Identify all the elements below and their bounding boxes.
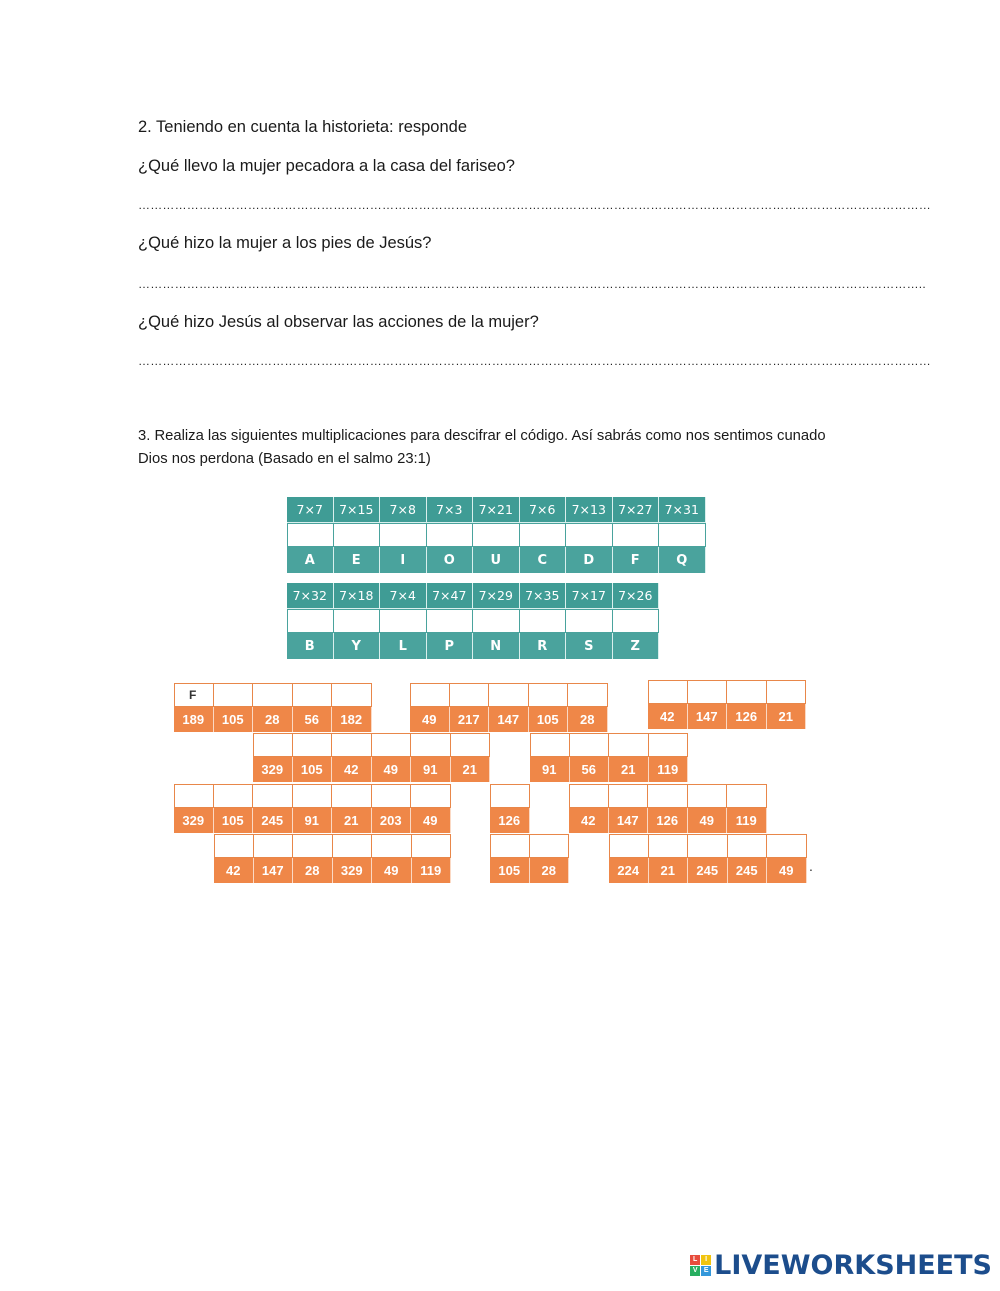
- code-letter-slot: [293, 733, 333, 782]
- code-number: 28: [253, 707, 293, 732]
- letter-answer-box[interactable]: [332, 784, 372, 808]
- code-answer-box[interactable]: [520, 523, 567, 547]
- question-2: ¿Qué hizo la mujer a los pies de Jesús?: [138, 234, 432, 252]
- letter-answer-box[interactable]: [489, 683, 529, 707]
- code-letter-slot: [490, 834, 530, 883]
- code-letter-slot: [648, 784, 688, 833]
- letter-answer-box[interactable]: [648, 784, 688, 808]
- code-number: 329: [333, 858, 373, 883]
- code-letter-slot: [727, 784, 767, 833]
- code-word: [648, 680, 806, 729]
- code-letter-slot: [411, 784, 451, 833]
- brand-name: LIVEWORKSHEETS: [714, 1250, 992, 1281]
- answer-line-1[interactable]: ……………………………………………………………………………………………………………………………………………………………………………: [138, 198, 931, 212]
- code-number: 105: [214, 707, 254, 732]
- letter-answer-box[interactable]: [332, 733, 372, 757]
- letter-answer-box[interactable]: [688, 834, 728, 858]
- letter-answer-box[interactable]: [293, 834, 333, 858]
- multiplication-cell: 7×4: [380, 583, 427, 609]
- code-number: 189: [174, 707, 214, 732]
- code-number: 105: [293, 757, 333, 782]
- code-number: 28: [568, 707, 608, 732]
- multiplication-cell: 7×17: [566, 583, 613, 609]
- code-word: [490, 834, 569, 883]
- code-number: 42: [648, 704, 688, 729]
- code-number: 91: [530, 757, 570, 782]
- letter-answer-box[interactable]: [490, 834, 530, 858]
- code-number: 245: [253, 808, 293, 833]
- multiplication-cell: 7×3: [427, 497, 474, 523]
- code-letter-slot: [214, 834, 254, 883]
- code-word: [410, 683, 608, 732]
- letter-answer-box[interactable]: [253, 784, 293, 808]
- letter-answer-box[interactable]: [529, 683, 569, 707]
- code-answer-box[interactable]: [473, 523, 520, 547]
- code-number: 105: [490, 858, 530, 883]
- code-letter-slot: [688, 834, 728, 883]
- code-word: [174, 683, 372, 732]
- code-letter-slot: [609, 733, 649, 782]
- letter-answer-box[interactable]: [728, 834, 768, 858]
- code-number: 21: [609, 757, 649, 782]
- code-letter-slot: [410, 683, 450, 732]
- code-answer-box[interactable]: [334, 609, 381, 633]
- code-number: 217: [450, 707, 490, 732]
- code-number: 49: [688, 808, 728, 833]
- code-number: 49: [767, 858, 807, 883]
- code-letter-slot: [569, 784, 609, 833]
- code-number: 42: [569, 808, 609, 833]
- code-letter-slot: [529, 683, 569, 732]
- multiplication-cell: 7×35: [520, 583, 567, 609]
- multiplication-cell: 7×13: [566, 497, 613, 523]
- code-letter-slot: [688, 680, 728, 729]
- code-letter-slot: [372, 834, 412, 883]
- code-letter-slot: [649, 834, 689, 883]
- code-number: 329: [174, 808, 214, 833]
- code-number: 28: [530, 858, 570, 883]
- letter-cell: Q: [659, 547, 706, 573]
- code-letter-slot: [728, 834, 768, 883]
- letter-answer-box[interactable]: [293, 784, 333, 808]
- multiplication-cell: 7×47: [427, 583, 474, 609]
- multiplication-cell: 7×27: [613, 497, 660, 523]
- letter-answer-box[interactable]: [570, 733, 610, 757]
- multiplication-cell: 7×8: [380, 497, 427, 523]
- logo-letter-tile: E: [701, 1266, 711, 1276]
- logo-letter-tile: L: [690, 1255, 700, 1265]
- answer-line-2[interactable]: …………………………………………………………………………………………………………………………………………………………………………..: [138, 277, 926, 291]
- code-answer-box[interactable]: [473, 609, 520, 633]
- exercise-2-heading: 2. Teniendo en cuenta la historieta: responde: [138, 118, 468, 136]
- code-letter-slot: [648, 680, 688, 729]
- code-number: 91: [411, 757, 451, 782]
- code-letter-slot: [332, 733, 372, 782]
- letter-answer-box[interactable]: [688, 680, 728, 704]
- code-letter-slot: [293, 834, 333, 883]
- brand-logo: [690, 1250, 992, 1281]
- letter-cell: U: [473, 547, 520, 573]
- code-answer-box[interactable]: [613, 609, 660, 633]
- code-answer-box[interactable]: [287, 523, 334, 547]
- letter-answer-box[interactable]: F: [174, 683, 214, 707]
- code-number: 105: [214, 808, 254, 833]
- liveworksheets-logo-icon: [690, 1255, 711, 1276]
- code-answer-box[interactable]: [566, 609, 613, 633]
- code-letter-slot: [372, 784, 412, 833]
- code-letter-slot: [570, 733, 610, 782]
- letter-cell: R: [520, 633, 567, 659]
- code-answer-box[interactable]: [659, 523, 706, 547]
- letter-cell: P: [427, 633, 474, 659]
- code-letter-slot: [609, 834, 649, 883]
- code-word: [609, 834, 807, 883]
- code-letter-slot: [767, 834, 807, 883]
- letter-cell: B: [287, 633, 334, 659]
- code-number: 56: [293, 707, 333, 732]
- code-letter-slot: [767, 680, 807, 729]
- code-word: [253, 733, 490, 782]
- letter-cell: S: [566, 633, 613, 659]
- letter-answer-box[interactable]: [412, 834, 452, 858]
- code-answer-box[interactable]: [380, 523, 427, 547]
- code-letter-slot: [372, 733, 412, 782]
- code-number: 126: [727, 704, 767, 729]
- code-letter-slot: [451, 733, 491, 782]
- letter-cell: D: [566, 547, 613, 573]
- code-number: 329: [253, 757, 293, 782]
- code-number: 119: [727, 808, 767, 833]
- letter-cell: A: [287, 547, 334, 573]
- letter-answer-box[interactable]: [410, 683, 450, 707]
- code-word: [530, 733, 688, 782]
- code-letter-slot: [530, 733, 570, 782]
- code-number: 147: [688, 704, 728, 729]
- code-number: 49: [372, 858, 412, 883]
- multiplication-cell: 7×7: [287, 497, 334, 523]
- letter-cell: N: [473, 633, 520, 659]
- multiplication-cell: 7×21: [473, 497, 520, 523]
- code-letter-slot: [411, 733, 451, 782]
- code-number: 21: [649, 858, 689, 883]
- code-letter-slot: [333, 834, 373, 883]
- letter-answer-box[interactable]: [372, 733, 412, 757]
- letter-answer-box[interactable]: [688, 784, 728, 808]
- letter-answer-box[interactable]: [530, 834, 570, 858]
- letter-answer-box[interactable]: [569, 784, 609, 808]
- code-answer-box[interactable]: [334, 523, 381, 547]
- letter-answer-box[interactable]: [214, 683, 254, 707]
- multiplication-cell: 7×15: [334, 497, 381, 523]
- code-letter-slot: [688, 784, 728, 833]
- letter-answer-box[interactable]: [609, 834, 649, 858]
- code-number: 56: [570, 757, 610, 782]
- letter-answer-box[interactable]: [214, 784, 254, 808]
- code-letter-slot: [254, 834, 294, 883]
- letter-answer-box[interactable]: [727, 680, 767, 704]
- puzzle-end-mark: .: [809, 858, 813, 874]
- code-letter-slot: [412, 834, 452, 883]
- code-letter-slot: [214, 784, 254, 833]
- letter-answer-box[interactable]: [568, 683, 608, 707]
- letter-cell: I: [380, 547, 427, 573]
- letter-answer-box[interactable]: [649, 733, 689, 757]
- letter-answer-box[interactable]: [332, 683, 372, 707]
- code-letter-slot: [609, 784, 649, 833]
- letter-answer-box[interactable]: [214, 834, 254, 858]
- code-number: 245: [728, 858, 768, 883]
- code-number: 28: [293, 858, 333, 883]
- code-number: 105: [529, 707, 569, 732]
- code-letter-slot: [568, 683, 608, 732]
- code-answer-box[interactable]: [427, 609, 474, 633]
- code-number: 21: [332, 808, 372, 833]
- letter-answer-box[interactable]: [727, 784, 767, 808]
- code-letter-slot: [293, 784, 333, 833]
- letter-answer-box[interactable]: [609, 733, 649, 757]
- code-letter-slot: [293, 683, 333, 732]
- code-letter-slot: [727, 680, 767, 729]
- code-number: 21: [451, 757, 491, 782]
- code-number: 91: [293, 808, 333, 833]
- code-answer-box[interactable]: [566, 523, 613, 547]
- letter-answer-box[interactable]: [767, 680, 807, 704]
- letter-cell: L: [380, 633, 427, 659]
- letter-answer-box[interactable]: [174, 784, 214, 808]
- code-number: 49: [411, 808, 451, 833]
- letter-cell: Z: [613, 633, 660, 659]
- exercise-3-instruction: 3. Realiza las siguientes multiplicaciones para descifrar el código. Así sabrás como nos sentimos cunado Dios nos perdona (Basado en el salmo 23:1): [138, 428, 826, 467]
- code-number: 119: [412, 858, 452, 883]
- code-letter-slot: [490, 784, 530, 833]
- letter-cell: C: [520, 547, 567, 573]
- code-word: [214, 834, 451, 883]
- letter-cell: E: [334, 547, 381, 573]
- code-letter-slot: [214, 683, 254, 732]
- letter-answer-box[interactable]: [333, 834, 373, 858]
- code-number: 42: [332, 757, 372, 782]
- letter-answer-box[interactable]: [451, 733, 491, 757]
- letter-cell: O: [427, 547, 474, 573]
- letter-answer-box[interactable]: [253, 683, 293, 707]
- code-letter-slot: [450, 683, 490, 732]
- letter-answer-box[interactable]: [372, 834, 412, 858]
- code-number: 147: [609, 808, 649, 833]
- code-letter-slot: [649, 733, 689, 782]
- code-letter-slot: [253, 683, 293, 732]
- letter-answer-box[interactable]: [253, 733, 293, 757]
- code-number: 182: [332, 707, 372, 732]
- code-letter-slot: [174, 784, 214, 833]
- letter-answer-box[interactable]: [411, 784, 451, 808]
- code-number: 126: [648, 808, 688, 833]
- code-letter-slot: [253, 733, 293, 782]
- code-letter-slot: [332, 683, 372, 732]
- question-3: ¿Qué hizo Jesús al observar las acciones de la mujer?: [138, 313, 539, 331]
- letter-answer-box[interactable]: [450, 683, 490, 707]
- code-letter-slot: [530, 834, 570, 883]
- letter-answer-box[interactable]: [254, 834, 294, 858]
- logo-letter-tile: I: [701, 1255, 711, 1265]
- code-number: 245: [688, 858, 728, 883]
- code-number: 49: [372, 757, 412, 782]
- multiplication-cell: 7×29: [473, 583, 520, 609]
- letter-answer-box[interactable]: [530, 733, 570, 757]
- letter-answer-box[interactable]: [411, 733, 451, 757]
- letter-cell: Y: [334, 633, 381, 659]
- letter-answer-box[interactable]: [293, 733, 333, 757]
- code-number: 147: [254, 858, 294, 883]
- code-letter-slot: [332, 784, 372, 833]
- code-answer-box[interactable]: [380, 609, 427, 633]
- letter-answer-box[interactable]: [649, 834, 689, 858]
- code-answer-box[interactable]: [287, 609, 334, 633]
- answer-line-3[interactable]: ……………………………………………………………………………………………………………………………………………………………………………: [138, 354, 931, 368]
- code-word: [490, 784, 530, 833]
- code-number: 119: [649, 757, 689, 782]
- code-number: 42: [214, 858, 254, 883]
- code-number: 126: [490, 808, 530, 833]
- multiplication-cell: 7×18: [334, 583, 381, 609]
- code-answer-box[interactable]: [427, 523, 474, 547]
- letter-cell: F: [613, 547, 660, 573]
- multiplication-cell: 7×31: [659, 497, 706, 523]
- question-1: ¿Qué llevo la mujer pecadora a la casa del fariseo?: [138, 157, 515, 175]
- letter-answer-box[interactable]: [767, 834, 807, 858]
- code-number: 147: [489, 707, 529, 732]
- code-number: 224: [609, 858, 649, 883]
- logo-letter-tile: V: [690, 1266, 700, 1276]
- multiplication-cell: 7×32: [287, 583, 334, 609]
- code-letter-slot: [174, 683, 214, 732]
- code-number: 49: [410, 707, 450, 732]
- letter-answer-box[interactable]: [490, 784, 530, 808]
- code-word: [174, 784, 451, 833]
- letter-answer-box[interactable]: [648, 680, 688, 704]
- code-number: 21: [767, 704, 807, 729]
- letter-answer-box[interactable]: [609, 784, 649, 808]
- code-number: 203: [372, 808, 412, 833]
- code-letter-slot: [489, 683, 529, 732]
- code-word: [569, 784, 767, 833]
- code-answer-box[interactable]: [520, 609, 567, 633]
- multiplication-cell: 7×6: [520, 497, 567, 523]
- code-answer-box[interactable]: [613, 523, 660, 547]
- letter-answer-box[interactable]: [372, 784, 412, 808]
- letter-answer-box[interactable]: [293, 683, 333, 707]
- code-letter-slot: [253, 784, 293, 833]
- multiplication-cell: 7×26: [613, 583, 660, 609]
